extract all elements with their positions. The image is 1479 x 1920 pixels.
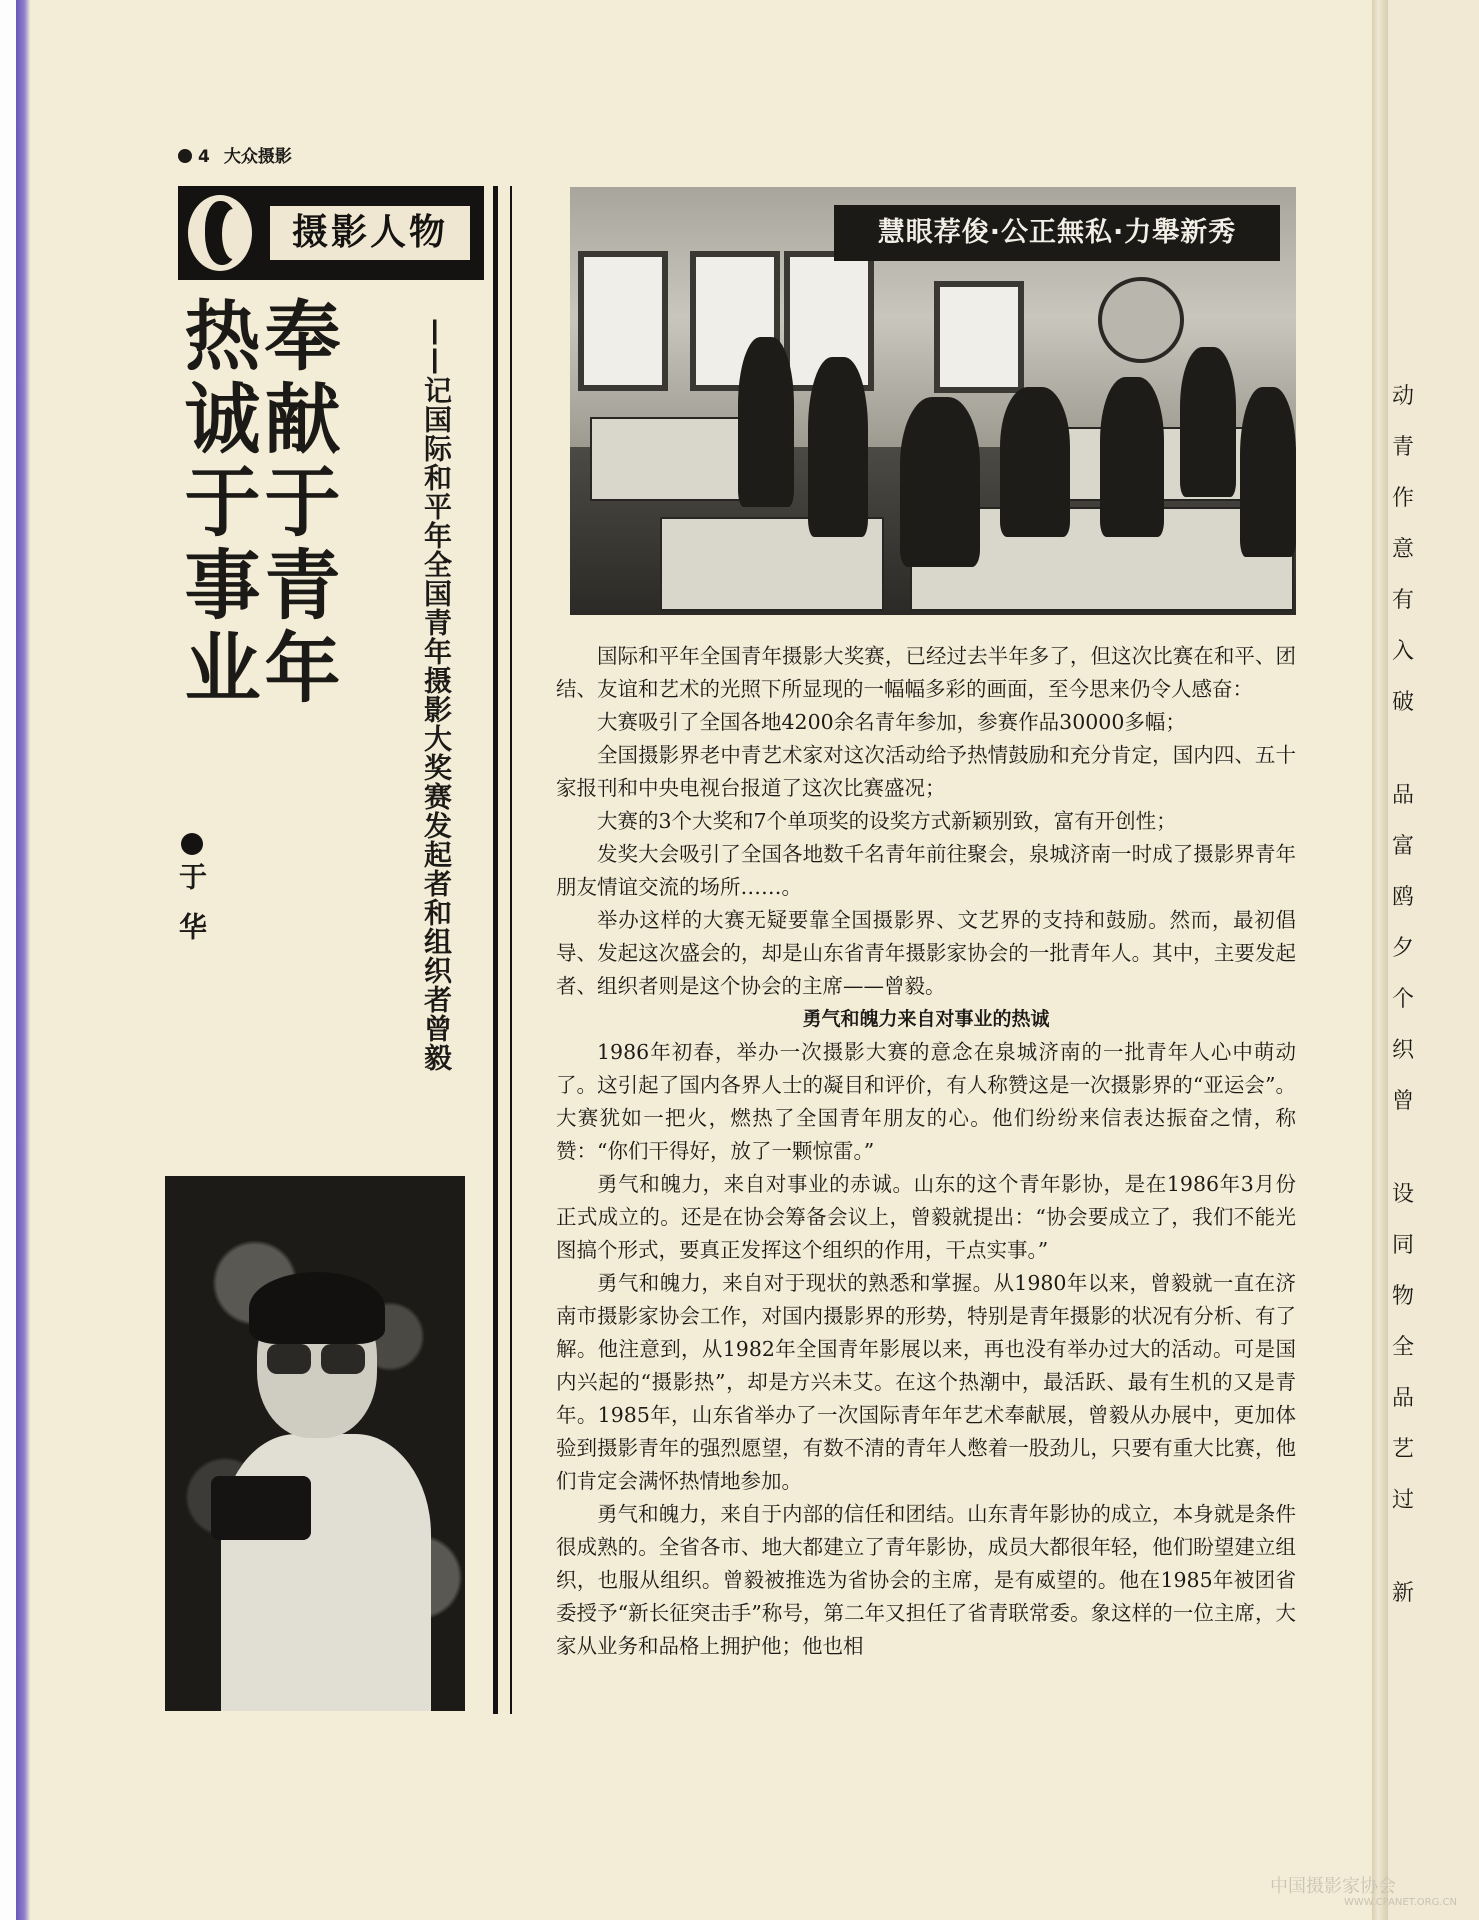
- watermark-url: WWW.CPANET.ORG.CN: [1344, 1897, 1458, 1908]
- page-folio: [178, 142, 292, 167]
- next-page-fragment: 动: [1392, 384, 1415, 409]
- headline-line-2: 热诚于事业: [172, 296, 261, 711]
- next-page-fragment: 夕: [1392, 936, 1415, 961]
- next-page-fragment: 全: [1392, 1335, 1415, 1360]
- next-page-fragment: 破: [1392, 690, 1415, 715]
- body-paragraph: 全国摄影界老中青艺术家对这次活动给予热情鼓励和充分肯定，国内四、五十家报刊和中央电视台报道了这次比赛盛况；: [556, 743, 1296, 800]
- body-paragraph: 勇气和魄力，来自对于现状的熟悉和掌握。从1980年以来，曾毅就一直在济南市摄影家协会工作，对国内摄影界的形势，特别是青年摄影的状况有分析、有了解。他注意到，从1982年全国青年影展以来，再也没有举办过大的活动。可是国内兴起的“摄影热”，却是方兴未艾。在这个热潮中，最活跃、最有生机的又是青年。1985年，山东省举办了一次国际青年年艺术奉献展，曾毅从办展中，更加体验到摄影青年的强烈愿望，有数不清的青年人憋着一股劲儿，只要有重大比赛，他们肯定会满怀热情地参加。: [556, 1271, 1296, 1493]
- next-page-fragment: 个: [1392, 987, 1415, 1012]
- next-page-fragment: 入: [1392, 639, 1415, 664]
- next-page-fragment: 同: [1392, 1233, 1415, 1258]
- next-page-fragment: 鸥: [1392, 885, 1415, 910]
- page-left-margin: [0, 0, 16, 1920]
- column-divider-thin: [510, 186, 512, 1714]
- body-paragraph: 勇气和魄力，来自对事业的赤诚。山东的这个青年影协，是在1986年3月份正式成立的。还是在协会筹备会议上，曾毅就提出：“协会要成立了，我们不能光图搞个形式，要真正发挥这个组织的作用，干点实事。”: [556, 1172, 1296, 1262]
- next-page-fragment: 新: [1392, 1581, 1415, 1606]
- next-page-fragment: 富: [1392, 834, 1415, 859]
- next-page-fragment: 物: [1392, 1284, 1415, 1309]
- byline-bullet-icon: [181, 833, 203, 855]
- magazine-name: 大众摄影: [223, 147, 292, 167]
- next-page-fragment: 青: [1392, 435, 1415, 460]
- spread-gutter: [1372, 0, 1388, 1920]
- emblem-icon: [1098, 277, 1184, 363]
- body-paragraph: 勇气和魄力，来自于内部的信任和团结。山东青年影协的成立，本身就是条件很成熟的。全省各市、地大都建立了青年影协，成员大都很年轻，他们盼望建立组织，也服从组织。曾毅被推选为省协会的主席，是有威望的。他在1985年被团省委授予“新长征突击手”称号，第二年又担任了省青联常委。象这样的一位主席，大家从业务和品格上拥护他；他也相: [556, 1502, 1296, 1658]
- body-paragraph: 举办这样的大赛无疑要靠全国摄影界、文艺界的支持和鼓励。然而，最初倡导、发起这次盛会的，却是山东省青年摄影家协会的一批青年人。其中，主要发起者、组织者则是这个协会的主席——曾毅。: [556, 908, 1296, 998]
- profile-silhouette-icon: [188, 195, 252, 271]
- body-paragraph: 1986年初春，举办一次摄影大赛的意念在泉城济南的一批青年人心中萌动了。这引起了国内各界人士的凝目和评价，有人称赞这是一次摄影界的“亚运会”。大赛犹如一把火，燃热了全国青年朋友的心。他们纷纷来信表达振奋之情，称赞：“你们干得好，放了一颗惊雷。”: [556, 1040, 1296, 1163]
- section-heading: 勇气和魄力来自对事业的热诚: [802, 1008, 1050, 1030]
- body-paragraph: 国际和平年全国青年摄影大奖赛，已经过去半年多了，但这次比赛在和平、团结、友谊和艺术的光照下所显现的一幅幅多彩的画面，至今思来仍令人感奋：: [556, 644, 1296, 701]
- next-page-fragment: 品: [1392, 783, 1415, 808]
- next-page-fragment: 有: [1392, 588, 1415, 613]
- page-number: 4: [198, 147, 210, 167]
- next-page-fragment: 过: [1392, 1488, 1415, 1513]
- folio-bullet-icon: [178, 149, 192, 163]
- next-page-fragment: 意: [1392, 537, 1415, 562]
- headline-line-1: 奉献于青年: [252, 296, 341, 711]
- article-body: [556, 640, 1296, 1663]
- article-subtitle: ——记国际和平年全国青年摄影大奖赛发起者和组织者曾毅: [420, 318, 453, 1072]
- exhibition-hall-photo: [570, 187, 1296, 615]
- next-page-fragment: 设: [1392, 1182, 1415, 1207]
- body-paragraph: 大赛的3个大奖和7个单项奖的设奖方式新颖别致，富有开创性；: [597, 809, 1177, 833]
- next-page-fragment: 曾: [1392, 1089, 1415, 1114]
- body-paragraph: 大赛吸引了全国各地4200余名青年参加，参赛作品30000多幅；: [597, 710, 1186, 734]
- column-divider: [493, 186, 498, 1714]
- magazine-cover-edge: [16, 0, 30, 1920]
- exhibition-banner: 慧眼荐俊·公正無私·力舉新秀: [834, 205, 1280, 261]
- column-header: [178, 186, 484, 280]
- watermark: 中国摄影家协会: [1270, 1876, 1396, 1897]
- portrait-photo: [165, 1176, 465, 1711]
- next-page-fragment: 品: [1392, 1386, 1415, 1411]
- next-page-fragment: 艺: [1392, 1437, 1415, 1462]
- next-page-text-fragments: [1392, 380, 1442, 1628]
- next-page-fragment: 织: [1392, 1038, 1415, 1063]
- next-page-fragment: 作: [1392, 486, 1415, 511]
- body-paragraph: 发奖大会吸引了全国各地数千名青年前往聚会，泉城济南一时成了摄影界青年朋友情谊交流的场所……。: [556, 842, 1296, 899]
- column-title: 摄影人物: [270, 206, 470, 260]
- author-byline: 于华: [175, 862, 208, 962]
- camera-icon: [211, 1476, 311, 1540]
